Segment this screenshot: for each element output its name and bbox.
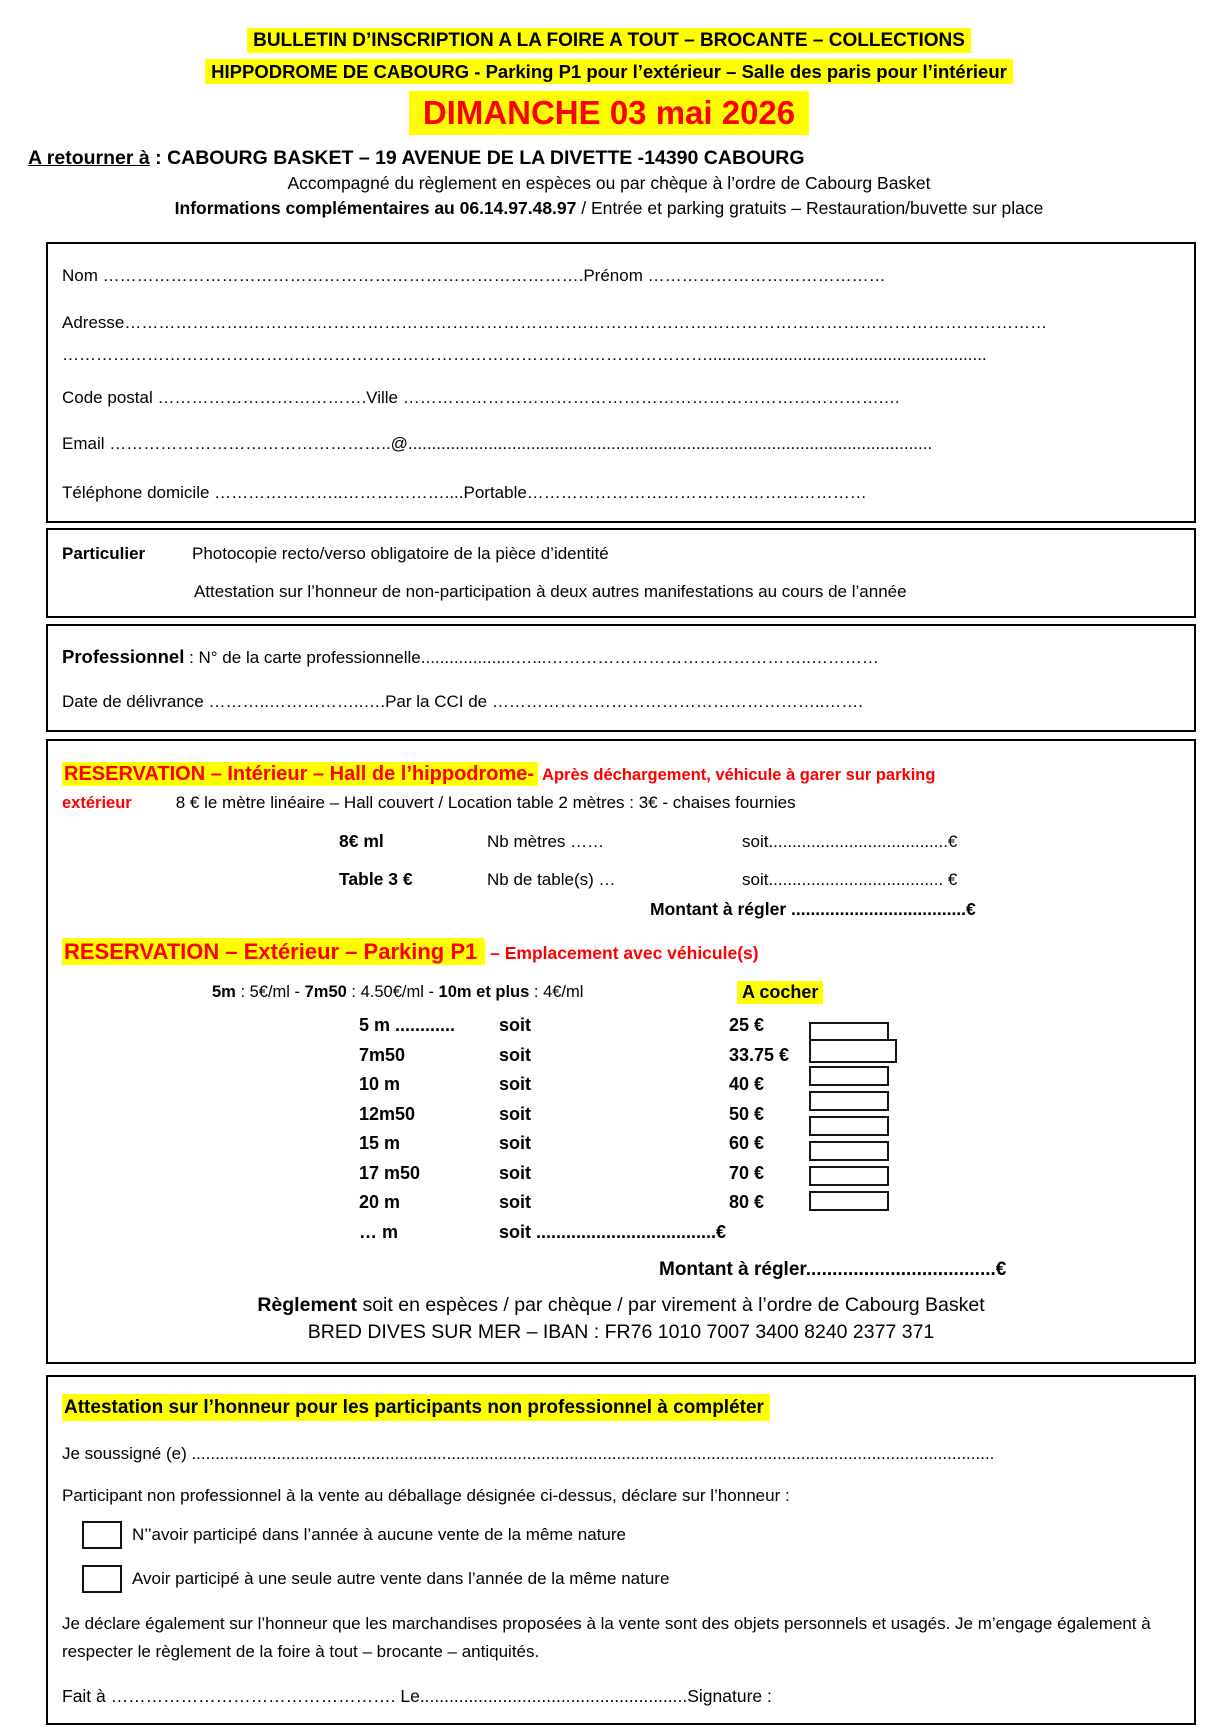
interieur-row-metres [62,830,1180,853]
price-value: 25 € [729,1015,765,1035]
professionnel-label: Professionnel [62,646,185,667]
size-label: 20 m [359,1192,401,1212]
interieur-table-qty-field: Nb de table(s) … [487,870,616,889]
phone-field-line: Téléphone domicile …………………..………………....Portable…………………………………………………… [62,483,867,502]
exterieur-total-field: Montant à régler....................................€ [659,1259,1007,1280]
particulier-label: Particulier [62,544,146,563]
particulier-row1 [62,544,1180,564]
interieur-pricing-note: 8 € le mètre linéaire – Hall couvert / Location table 2 mètres : 3€ - chaises fournies [175,793,796,812]
exterieur-size-table [62,1011,1180,1247]
soit-label: soit [499,1074,532,1094]
reservation-box [46,739,1196,1364]
reservation-interieur-heading [62,761,1180,789]
parking-checkbox-7[interactable] [809,1166,889,1186]
particulier-attestation-requirement: Attestation sur l’honneur de non-participation à deux autres manifestations au cours de l’année [194,582,907,601]
reservation-exterieur-heading-note: – Emplacement avec véhicule(s) [485,943,759,963]
soit-label: soit [499,1015,532,1035]
interieur-rate-label: 8€ ml [339,831,384,851]
size-row-15m [62,1129,1180,1159]
price-5m-label: 5m [212,983,236,1001]
price-value: 80 € [729,1192,765,1212]
postalcode-city-field-line: Code postal ……………………………….Ville ………………………………………………………………………….… [62,388,901,407]
size-row-5m [62,1011,1180,1041]
soit-label: soit [499,1192,532,1212]
size-row-10m [62,1070,1180,1100]
payment-methods-text: soit en espèces / par chèque / par virement à l’ordre de Cabourg Basket [357,1294,985,1316]
interieur-row-tables [62,868,1180,891]
parking-checkbox-2[interactable] [809,1039,897,1063]
professionnel-row1 [62,646,1180,668]
parking-checkbox-column [809,1022,897,1216]
size-row-7m50 [62,1041,1180,1071]
price-value: 70 € [729,1162,765,1183]
attestation-checkbox-1[interactable] [82,1521,122,1549]
exterieur-pricing-line [62,983,1180,1002]
professionnel-box [46,624,1196,732]
parking-checkbox-6[interactable] [809,1141,889,1161]
event-date-line [0,91,1218,135]
price-5m-rate: : 5€/ml - [235,983,305,1001]
attestation-option-1-label: N’’avoir participé dans l’année à aucune vente de la même nature [132,1525,626,1544]
size-label: 12m50 [359,1103,416,1124]
price-10m-label: 10m et plus [438,983,530,1001]
event-date: DIMANCHE 03 mai 2026 [409,91,809,135]
interieur-qty-field: Nb mètres …… [487,832,605,851]
size-row-17m50 [62,1159,1180,1189]
venue-title [0,61,1218,83]
info-rest: / Entrée et parking gratuits – Restauration/buvette sur place [576,198,1044,218]
size-label: 7m50 [359,1044,406,1065]
reservation-interieur-heading-note: Après déchargement, véhicule à garer sur parking [538,766,936,784]
return-to-label: A retourner à [28,147,150,169]
payment-methods-line [62,1293,1180,1317]
form-title [0,30,1218,52]
soit-label: soit [499,1133,532,1153]
goods-declaration-paragraph: Je déclare également sur l’honneur que les marchandises proposées à la vente sont des objets personnels et usagés. Je m’engage également à respecter le règlement de la foire à tout – brocante – antiquités. [62,1614,1151,1661]
attestation-box [46,1375,1196,1725]
venue-title-highlight: HIPPODROME DE CABOURG - Parking P1 pour l’extérieur – Salle des paris pour l’intérieur [205,59,1013,84]
soit-label: soit [499,1103,532,1124]
reservation-exterieur-heading [62,937,1180,968]
size-label: 5 m ............ [359,1015,456,1035]
interieur-total-field: Montant à régler ....................................€ [650,899,976,919]
attestation-option-1 [62,1520,1180,1550]
interieur-table-amount-field: soit..................................... € [742,870,958,889]
price-value: 40 € [729,1074,765,1094]
size-label: 17 m50 [359,1162,421,1183]
price-7m50-label: 7m50 [304,983,347,1001]
reservation-interieur-heading-highlight: RESERVATION – Intérieur – Hall de l’hippodrome- [62,762,538,786]
info-phone: Informations complémentaires au 06.14.97.48.97 [174,198,577,218]
reservation-interieur-subline [62,792,1180,814]
return-address-line [28,147,1218,170]
a-cocher-label: A cocher [737,981,823,1004]
parking-checkbox-5[interactable] [809,1116,889,1136]
address-field-line2: ……………………………………………………………………………………………………........................................................... [62,345,987,364]
attestation-option-2-label: Avoir participé à une seule autre vente dans l’année de la même nature [132,1569,670,1588]
email-field-line: Email …………………………………………..@............................................................................................................... [62,434,933,453]
parking-checkbox-8[interactable] [809,1191,889,1211]
return-to-address: : CABOURG BASKET – 19 AVENUE DE LA DIVETTE -14390 CABOURG [149,147,805,169]
professional-card-field-line: : N° de la carte professionnelle....................…...………………………………………..………… [184,648,879,667]
size-label: 10 m [359,1074,401,1094]
info-line [0,198,1218,219]
particulier-id-requirement: Photocopie recto/verso obligatoire de la pièce d’identité [192,544,609,563]
price-7m50-rate: : 4.50€/ml - [346,983,439,1001]
price-value: 60 € [729,1133,765,1153]
interieur-table-rate-label: Table 3 € [339,869,413,889]
attestation-heading [62,1395,1180,1420]
size-label: 15 m [359,1133,401,1153]
attestation-heading-highlight: Attestation sur l’honneur pour les participants non professionnel à compléter [62,1394,770,1421]
reglement-label: Règlement [257,1294,358,1316]
parking-checkbox-4[interactable] [809,1091,889,1111]
iban-line: BRED DIVES SUR MER – IBAN : FR76 1010 7007 3400 8240 2377 371 [307,1321,935,1343]
price-value: 50 € [729,1103,765,1124]
signature-line: Fait à …………………………………………. Le.......................................................Signature : [62,1686,772,1706]
participant-declaration-intro: Participant non professionnel à la vente au déballage désignée ci-dessus, déclare sur l’honneur : [62,1486,790,1505]
parking-checkbox-3[interactable] [809,1066,889,1086]
reservation-exterieur-heading-highlight: RESERVATION – Extérieur – Parking P1 [62,938,485,965]
form-title-highlight: BULLETIN D’INSCRIPTION A LA FOIRE A TOUT – BROCANTE – COLLECTIONS [247,28,971,53]
delivery-date-cci-field-line: Date de délivrance ………..……………..….Par la CCI de …………………………………………………..……. [62,692,864,711]
size-row-12m50 [62,1100,1180,1130]
size-row-other [62,1218,1180,1248]
je-soussigne-field-line: Je soussigné (e) .......................................................................................................................................................................... [62,1444,995,1463]
payment-note: Accompagné du règlement en espèces ou par chèque à l’ordre de Cabourg Basket [287,173,931,193]
particulier-box [46,528,1196,618]
name-field-line: Nom ………………………………………………………………………….Prénom …………………………………… [62,266,886,285]
identity-box [46,242,1196,523]
soit-label: soit ....................................€ [499,1221,727,1242]
soit-label: soit [499,1162,532,1183]
attestation-checkbox-2[interactable] [82,1565,122,1593]
reservation-interieur-heading-note2: extérieur [62,794,132,812]
address-field-line: Adresse………………….…………………………………………………………………………………………………………………………… [62,313,1048,332]
price-value: 33.75 € [729,1044,790,1065]
attestation-option-2 [62,1564,1180,1594]
soit-label: soit [499,1044,532,1065]
size-label: … m [359,1221,399,1242]
interieur-amount-field: soit......................................€ [742,832,958,851]
price-10m-rate: : 4€/ml [529,983,584,1001]
size-row-20m [62,1188,1180,1218]
interieur-table [62,830,1180,891]
